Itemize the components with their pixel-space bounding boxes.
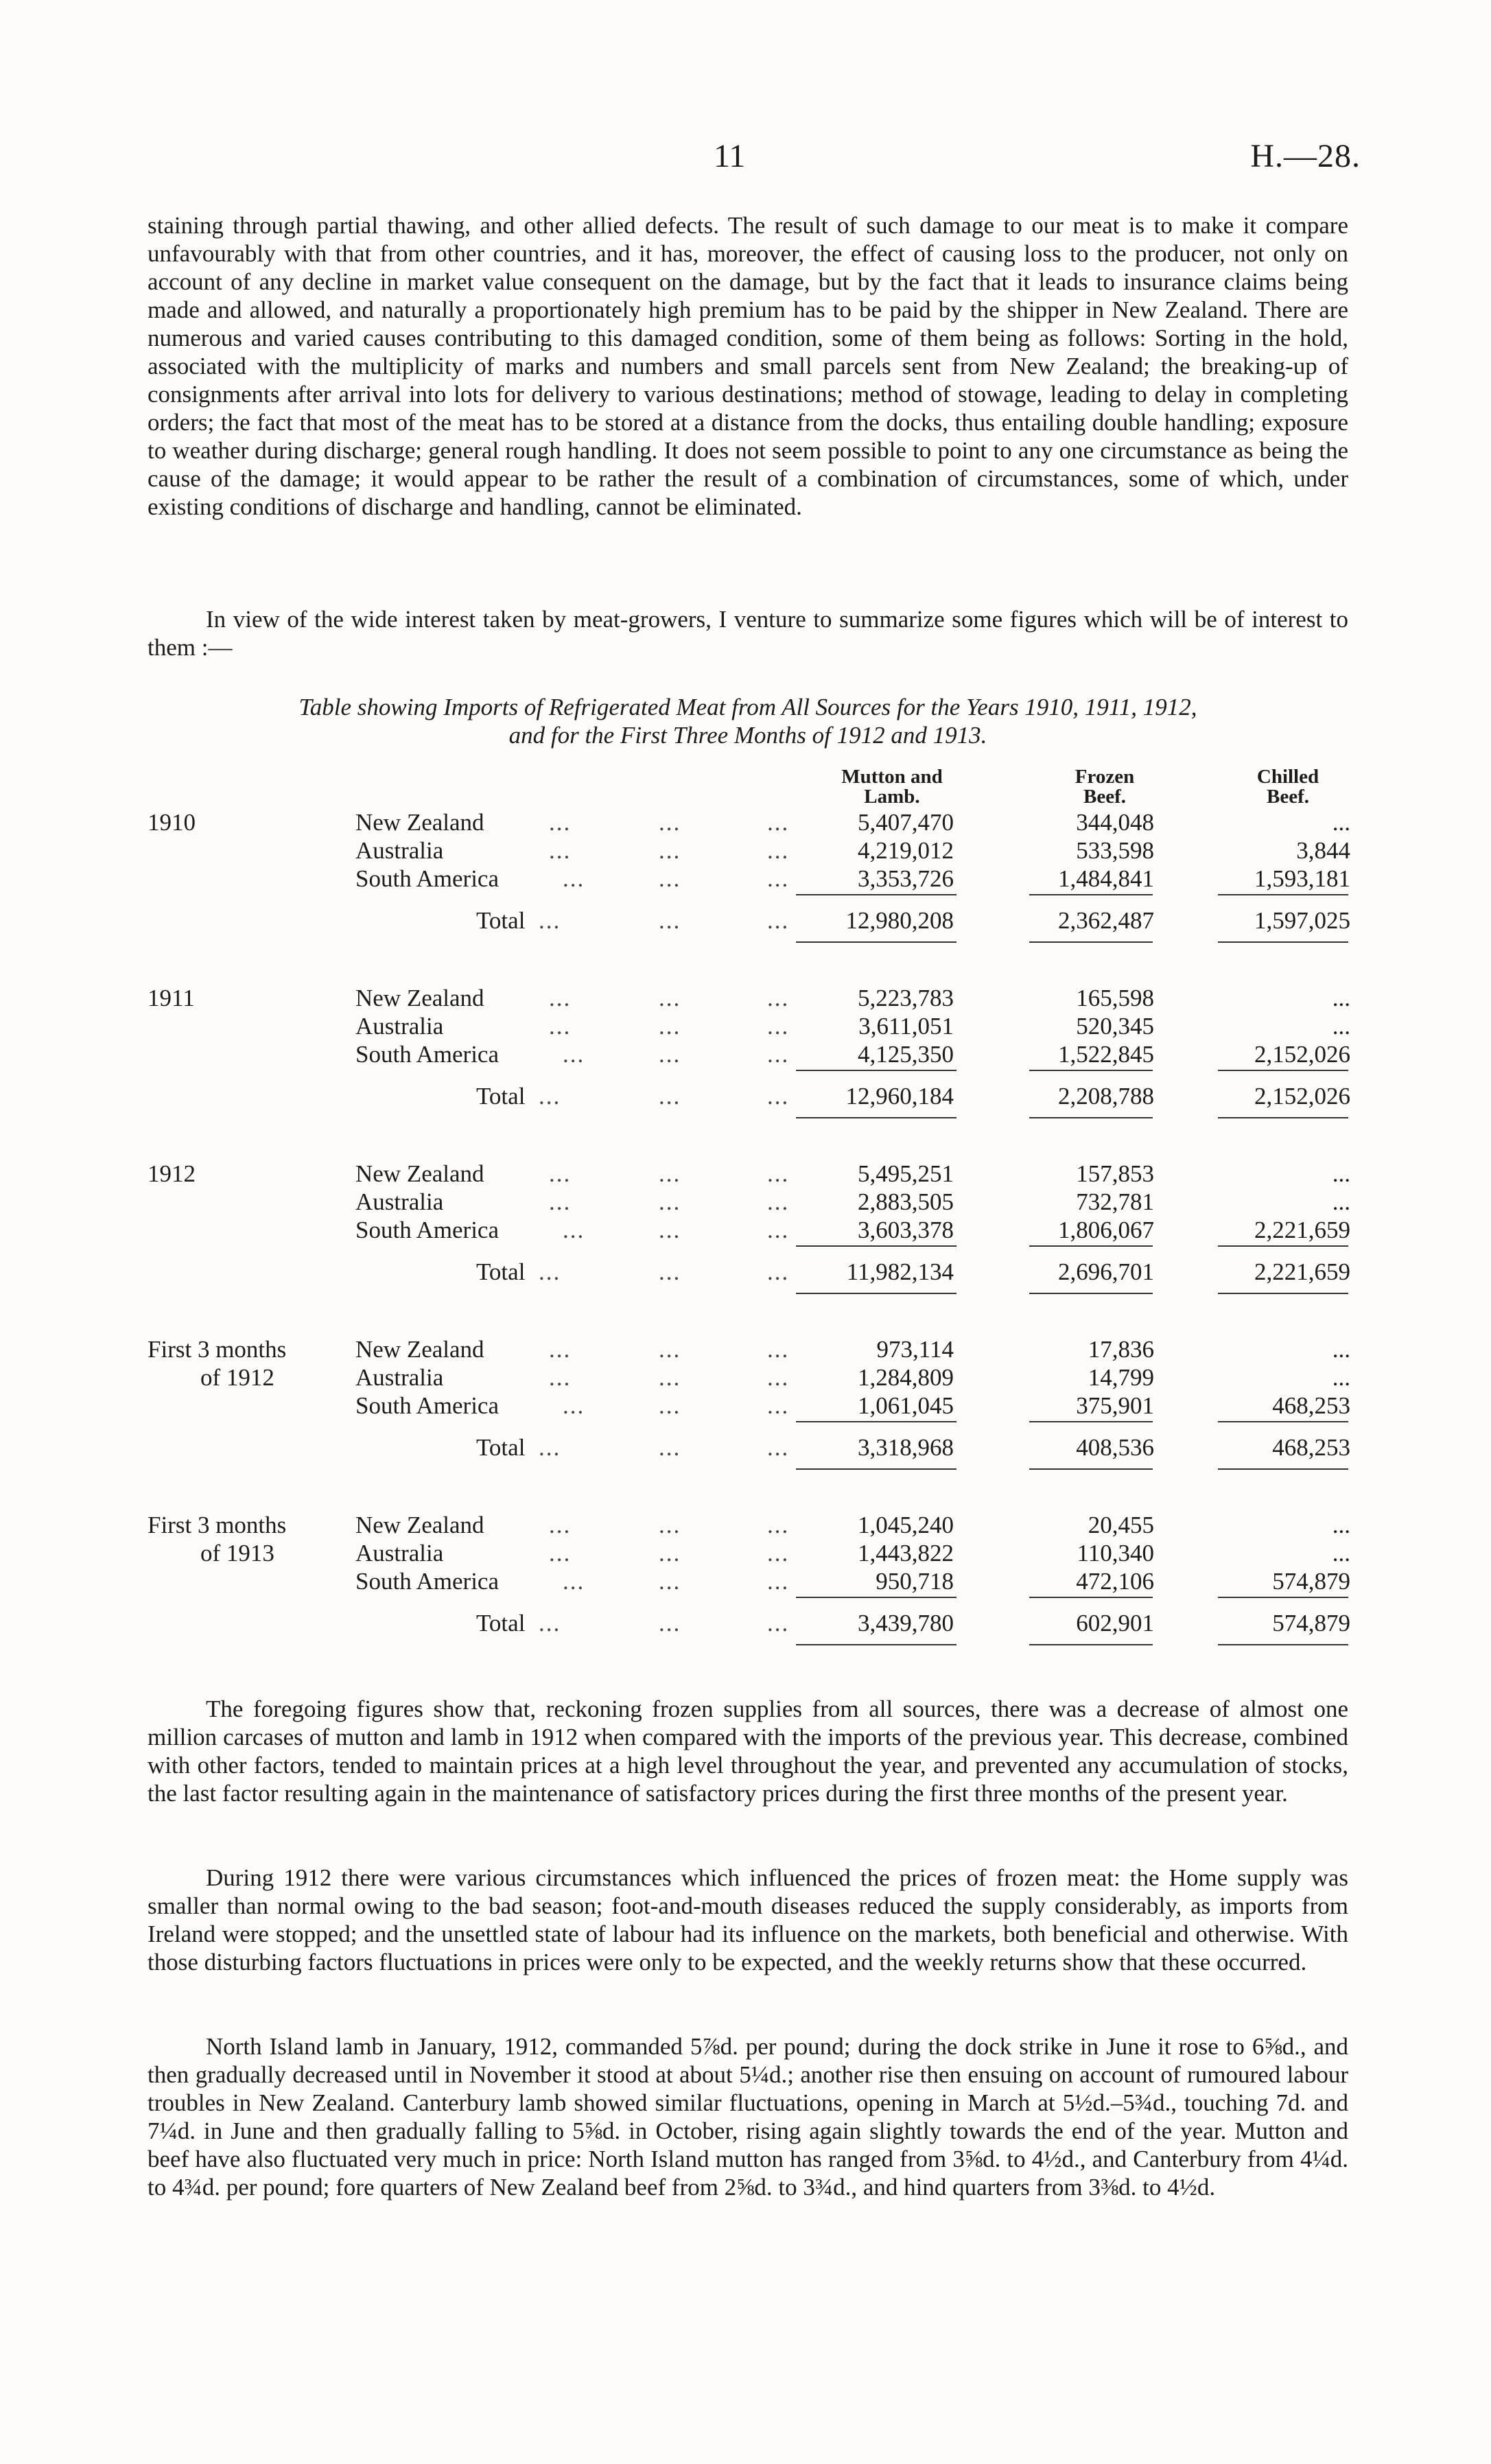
sum-rule bbox=[1029, 1597, 1153, 1598]
sum-rule bbox=[796, 1597, 956, 1598]
leader-dots: ... bbox=[539, 1610, 561, 1636]
leader-dots: ... bbox=[563, 1392, 585, 1419]
leader-dots: ... bbox=[767, 1336, 790, 1363]
total-chilled-beef: 2,152,026 bbox=[1254, 1083, 1350, 1110]
leader-dots: ... bbox=[659, 1392, 681, 1419]
frozen-beef-value: 533,598 bbox=[1076, 837, 1154, 864]
leader-dots: ... bbox=[767, 1434, 790, 1461]
mutton-lamb-value: 1,061,045 bbox=[858, 1392, 954, 1419]
page-header bbox=[0, 137, 1491, 192]
leader-dots: ... bbox=[659, 837, 681, 864]
chilled-beef-value: 3,844 bbox=[1296, 837, 1350, 864]
total-chilled-beef: 2,221,659 bbox=[1254, 1258, 1350, 1285]
leader-dots: ... bbox=[549, 1188, 572, 1215]
source-name: Australia bbox=[355, 1540, 444, 1567]
total-label: Total bbox=[476, 1258, 526, 1285]
leader-dots: ... bbox=[767, 907, 790, 934]
document-code: H.—28. bbox=[1250, 138, 1361, 174]
total-rule bbox=[796, 1644, 956, 1645]
sum-rule bbox=[1218, 1421, 1348, 1422]
sum-rule bbox=[1218, 894, 1348, 895]
period-label: 1910 bbox=[148, 809, 196, 836]
total-frozen-beef: 2,696,701 bbox=[1058, 1258, 1154, 1285]
total-rule bbox=[1029, 1117, 1153, 1118]
leader-dots: ... bbox=[659, 985, 681, 1011]
frozen-beef-value: 20,455 bbox=[1088, 1512, 1154, 1538]
mutton-lamb-value: 4,125,350 bbox=[858, 1041, 954, 1068]
frozen-beef-value: 110,340 bbox=[1077, 1540, 1154, 1567]
mutton-lamb-value: 5,495,251 bbox=[858, 1160, 954, 1187]
leader-dots: ... bbox=[539, 1083, 561, 1110]
total-frozen-beef: 2,208,788 bbox=[1058, 1083, 1154, 1110]
mutton-lamb-value: 1,284,809 bbox=[858, 1364, 954, 1391]
leader-dots: ... bbox=[549, 837, 572, 864]
source-name: Australia bbox=[355, 837, 444, 864]
sum-rule bbox=[1218, 1597, 1348, 1598]
table-caption bbox=[148, 693, 1348, 749]
total-label: Total bbox=[476, 1083, 526, 1110]
frozen-beef-value: 14,799 bbox=[1088, 1364, 1154, 1391]
total-rule bbox=[796, 1468, 956, 1470]
leader-dots: ... bbox=[549, 1013, 572, 1040]
chilled-beef-value: ... bbox=[1332, 985, 1350, 1011]
total-label: Total bbox=[476, 907, 526, 934]
chilled-beef-value: ... bbox=[1332, 1160, 1350, 1187]
leader-dots: ... bbox=[539, 1434, 561, 1461]
source-name: New Zealand bbox=[355, 1512, 484, 1538]
period-label: 1912 bbox=[148, 1160, 196, 1187]
chilled-beef-value: ... bbox=[1332, 1336, 1350, 1363]
chilled-beef-value: 2,221,659 bbox=[1254, 1217, 1350, 1243]
leader-dots: ... bbox=[767, 1512, 790, 1538]
frozen-beef-value: 1,484,841 bbox=[1058, 865, 1154, 892]
total-mutton-lamb: 12,960,184 bbox=[845, 1083, 954, 1110]
mutton-lamb-value: 3,353,726 bbox=[858, 865, 954, 892]
leader-dots: ... bbox=[767, 1392, 790, 1419]
table-caption-line2: and for the First Three Months of 1912 and 1913. bbox=[508, 722, 987, 749]
leader-dots: ... bbox=[767, 865, 790, 892]
frozen-beef-value: 1,806,067 bbox=[1058, 1217, 1154, 1243]
source-name: New Zealand bbox=[355, 985, 484, 1011]
header-mutton-lamb: Mutton and Lamb. bbox=[841, 766, 943, 808]
mutton-lamb-value: 3,611,051 bbox=[858, 1013, 954, 1040]
leader-dots: ... bbox=[549, 809, 572, 836]
total-rule bbox=[796, 1117, 956, 1118]
leader-dots: ... bbox=[659, 809, 681, 836]
period-label: First 3 months bbox=[148, 1336, 287, 1363]
total-rule bbox=[1218, 1468, 1348, 1470]
chilled-beef-value: ... bbox=[1332, 809, 1350, 836]
total-chilled-beef: 468,253 bbox=[1272, 1434, 1350, 1461]
leader-dots: ... bbox=[549, 1336, 572, 1363]
total-chilled-beef: 1,597,025 bbox=[1254, 907, 1350, 934]
leader-dots: ... bbox=[539, 1258, 561, 1285]
source-name: Australia bbox=[355, 1188, 444, 1215]
intro-paragraph: staining through partial thawing, and other allied defects. The result of such damage to our meat is to make it compare unfavourably with that from other countries, and it has, moreover, the effect of causing loss to the producer, not only on account of any decline in market value consequent on the damage, but by the fact that it leads to insurance claims being made and allowed, and naturally a proportionately high premium has to be paid by the shipper in New Zealand. There are numerous and varied causes contributing to this damaged condition, some of them being as follows: Sorting in the hold, associated with the multiplicity of marks and numbers and small parcels sent from New Zealand; the breaking-up of consignments after arrival into lots for delivery to various destinations; method of stowage, leading to delay in completing orders; the fact that most of the meat has to be stored at a distance from the docks, thus entailing double handling; exposure to weather during discharge; general rough handling. It does not seem possible to point to any one circumstance as being the cause of the damage; it would appear to be rather the result of a combination of circumstances, some of which, under existing conditions of discharge and handling, cannot be eliminated. bbox=[148, 212, 1348, 520]
mutton-lamb-value: 4,219,012 bbox=[858, 837, 954, 864]
chilled-beef-value: ... bbox=[1332, 1013, 1350, 1040]
frozen-beef-value: 165,598 bbox=[1076, 985, 1154, 1011]
leader-dots: ... bbox=[659, 1512, 681, 1538]
leader-dots: ... bbox=[659, 907, 681, 934]
leader-dots: ... bbox=[563, 1217, 585, 1243]
leader-dots: ... bbox=[549, 1512, 572, 1538]
mutton-lamb-value: 1,045,240 bbox=[858, 1512, 954, 1538]
chilled-beef-value: 574,879 bbox=[1272, 1568, 1350, 1595]
sum-rule bbox=[796, 1070, 956, 1071]
sum-rule bbox=[1029, 1245, 1153, 1247]
frozen-beef-value: 1,522,845 bbox=[1058, 1041, 1154, 1068]
chilled-beef-value: ... bbox=[1332, 1188, 1350, 1215]
total-frozen-beef: 408,536 bbox=[1076, 1434, 1154, 1461]
mutton-lamb-value: 3,603,378 bbox=[858, 1217, 954, 1243]
leader-dots: ... bbox=[549, 985, 572, 1011]
lead-in-paragraph: In view of the wide interest taken by meat-growers, I venture to summarize some figures which will be of interest to them :— bbox=[148, 606, 1348, 661]
source-name: Australia bbox=[355, 1013, 444, 1040]
source-name: South America bbox=[355, 1568, 499, 1595]
source-name: New Zealand bbox=[355, 809, 484, 836]
leader-dots: ... bbox=[563, 1568, 585, 1595]
leader-dots: ... bbox=[659, 1610, 681, 1636]
chilled-beef-value: 2,152,026 bbox=[1254, 1041, 1350, 1068]
total-rule bbox=[1029, 1293, 1153, 1294]
leader-dots: ... bbox=[659, 1336, 681, 1363]
total-chilled-beef: 574,879 bbox=[1272, 1610, 1350, 1636]
period-label-cont: of 1912 bbox=[200, 1364, 274, 1391]
leader-dots: ... bbox=[659, 1258, 681, 1285]
frozen-beef-value: 344,048 bbox=[1076, 809, 1154, 836]
leader-dots: ... bbox=[767, 1188, 790, 1215]
source-name: New Zealand bbox=[355, 1336, 484, 1363]
sum-rule bbox=[1218, 1245, 1348, 1247]
leader-dots: ... bbox=[659, 1160, 681, 1187]
sum-rule bbox=[796, 894, 956, 895]
frozen-beef-value: 520,345 bbox=[1076, 1013, 1154, 1040]
leader-dots: ... bbox=[659, 1013, 681, 1040]
total-rule bbox=[1029, 1644, 1153, 1645]
period-label: First 3 months bbox=[148, 1512, 287, 1538]
leader-dots: ... bbox=[767, 1540, 790, 1567]
leader-dots: ... bbox=[767, 809, 790, 836]
frozen-beef-value: 17,836 bbox=[1088, 1336, 1154, 1363]
leader-dots: ... bbox=[659, 1434, 681, 1461]
source-name: New Zealand bbox=[355, 1160, 484, 1187]
total-rule bbox=[796, 1293, 956, 1294]
leader-dots: ... bbox=[767, 1258, 790, 1285]
total-frozen-beef: 2,362,487 bbox=[1058, 907, 1154, 934]
frozen-beef-value: 472,106 bbox=[1076, 1568, 1154, 1595]
leader-dots: ... bbox=[549, 1160, 572, 1187]
leader-dots: ... bbox=[767, 985, 790, 1011]
sum-rule bbox=[1029, 1421, 1153, 1422]
page-number: 11 bbox=[714, 138, 746, 174]
total-label: Total bbox=[476, 1434, 526, 1461]
leader-dots: ... bbox=[659, 1083, 681, 1110]
leader-dots: ... bbox=[539, 907, 561, 934]
period-label-cont: of 1913 bbox=[200, 1540, 274, 1567]
leader-dots: ... bbox=[767, 1217, 790, 1243]
sum-rule bbox=[1029, 1070, 1153, 1071]
leader-dots: ... bbox=[767, 837, 790, 864]
foregoing-paragraph: The foregoing figures show that, reckoning frozen supplies from all sources, there was a decrease of almost one million carcases of mutton and lamb in 1912 when compared with the imports of the previous year. This decrease, combined with other factors, tended to maintain prices at a high level throughout the year, and prevented any accumulation of stocks, the last factor resulting again in the maintenance of satisfactory prices during the first three months of the present year. bbox=[148, 1696, 1348, 1807]
frozen-beef-value: 157,853 bbox=[1076, 1160, 1154, 1187]
leader-dots: ... bbox=[549, 1364, 572, 1391]
source-name: South America bbox=[355, 1041, 499, 1068]
mutton-lamb-value: 5,223,783 bbox=[858, 985, 954, 1011]
chilled-beef-value: ... bbox=[1332, 1364, 1350, 1391]
mutton-lamb-value: 2,883,505 bbox=[858, 1188, 954, 1215]
mutton-lamb-value: 950,718 bbox=[876, 1568, 954, 1595]
north-island-lamb-paragraph: North Island lamb in January, 1912, commanded 5⅞d. per pound; during the dock strike in June it rose to 6⅝d., and then gradually decreased until in November it stood at about 5¼d.; another rise then ensuing on account of rumoured labour troubles in New Zealand. Canterbury lamb showed similar fluctuations, opening in March at 5½d.–5¾d., touching 7d. and 7¼d. in June and then gradually falling to 5⅝d. in October, rising again slightly towards the end of the year. Mutton and beef have also fluctuated very much in price: North Island mutton has ranged from 3⅝d. to 4½d., and Canterbury from 4¼d. to 4¾d. per pound; fore quarters of New Zealand beef from 2⅝d. to 3¾d., and hind quarters from 3⅜d. to 4½d. bbox=[148, 2033, 1348, 2201]
leader-dots: ... bbox=[659, 1217, 681, 1243]
leader-dots: ... bbox=[659, 1540, 681, 1567]
leader-dots: ... bbox=[659, 1364, 681, 1391]
leader-dots: ... bbox=[767, 1013, 790, 1040]
total-mutton-lamb: 12,980,208 bbox=[845, 907, 954, 934]
leader-dots: ... bbox=[767, 1364, 790, 1391]
table-caption-line1: Table showing Imports of Refrigerated Meat from All Sources for the Years 1910, 1911, 1912, bbox=[298, 694, 1197, 720]
source-name: South America bbox=[355, 1392, 499, 1419]
leader-dots: ... bbox=[767, 1083, 790, 1110]
chilled-beef-value: ... bbox=[1332, 1540, 1350, 1567]
total-mutton-lamb: 3,439,780 bbox=[858, 1610, 954, 1636]
leader-dots: ... bbox=[767, 1568, 790, 1595]
leader-dots: ... bbox=[767, 1160, 790, 1187]
sum-rule bbox=[1218, 1070, 1348, 1071]
chilled-beef-value: 1,593,181 bbox=[1254, 865, 1350, 892]
total-label: Total bbox=[476, 1610, 526, 1636]
header-frozen-beef: Frozen Beef. bbox=[1075, 766, 1135, 808]
leader-dots: ... bbox=[563, 1041, 585, 1068]
leader-dots: ... bbox=[767, 1610, 790, 1636]
header-chilled-beef: Chilled Beef. bbox=[1256, 766, 1319, 808]
leader-dots: ... bbox=[659, 1041, 681, 1068]
total-rule bbox=[1218, 1117, 1348, 1118]
chilled-beef-value: 468,253 bbox=[1272, 1392, 1350, 1419]
leader-dots: ... bbox=[659, 865, 681, 892]
total-rule bbox=[1029, 1468, 1153, 1470]
during-1912-paragraph: During 1912 there were various circumstances which influenced the prices of frozen meat: the Home supply was smaller than normal owing to the bad season; foot-and-mouth diseases reduced the supply considerably, as imports from Ireland were stopped; and the unsettled state of labour had its influence on the markets, both beneficial and otherwise. With those disturbing factors fluctuations in prices were only to be expected, and the weekly returns show that these occurred. bbox=[148, 1864, 1348, 1975]
leader-dots: ... bbox=[563, 865, 585, 892]
source-name: Australia bbox=[355, 1364, 444, 1391]
total-frozen-beef: 602,901 bbox=[1076, 1610, 1154, 1636]
leader-dots: ... bbox=[659, 1568, 681, 1595]
sum-rule bbox=[796, 1421, 956, 1422]
total-rule bbox=[1029, 941, 1153, 943]
total-rule bbox=[1218, 1644, 1348, 1645]
total-mutton-lamb: 11,982,134 bbox=[846, 1258, 954, 1285]
mutton-lamb-value: 5,407,470 bbox=[858, 809, 954, 836]
leader-dots: ... bbox=[767, 1041, 790, 1068]
leader-dots: ... bbox=[549, 1540, 572, 1567]
period-label: 1911 bbox=[148, 985, 195, 1011]
total-rule bbox=[1218, 941, 1348, 943]
chilled-beef-value: ... bbox=[1332, 1512, 1350, 1538]
total-mutton-lamb: 3,318,968 bbox=[858, 1434, 954, 1461]
sum-rule bbox=[1029, 894, 1153, 895]
mutton-lamb-value: 973,114 bbox=[876, 1336, 954, 1363]
mutton-lamb-value: 1,443,822 bbox=[858, 1540, 954, 1567]
source-name: South America bbox=[355, 865, 499, 892]
frozen-beef-value: 375,901 bbox=[1076, 1392, 1154, 1419]
total-rule bbox=[796, 941, 956, 943]
sum-rule bbox=[796, 1245, 956, 1247]
total-rule bbox=[1218, 1293, 1348, 1294]
source-name: South America bbox=[355, 1217, 499, 1243]
frozen-beef-value: 732,781 bbox=[1076, 1188, 1154, 1215]
leader-dots: ... bbox=[659, 1188, 681, 1215]
